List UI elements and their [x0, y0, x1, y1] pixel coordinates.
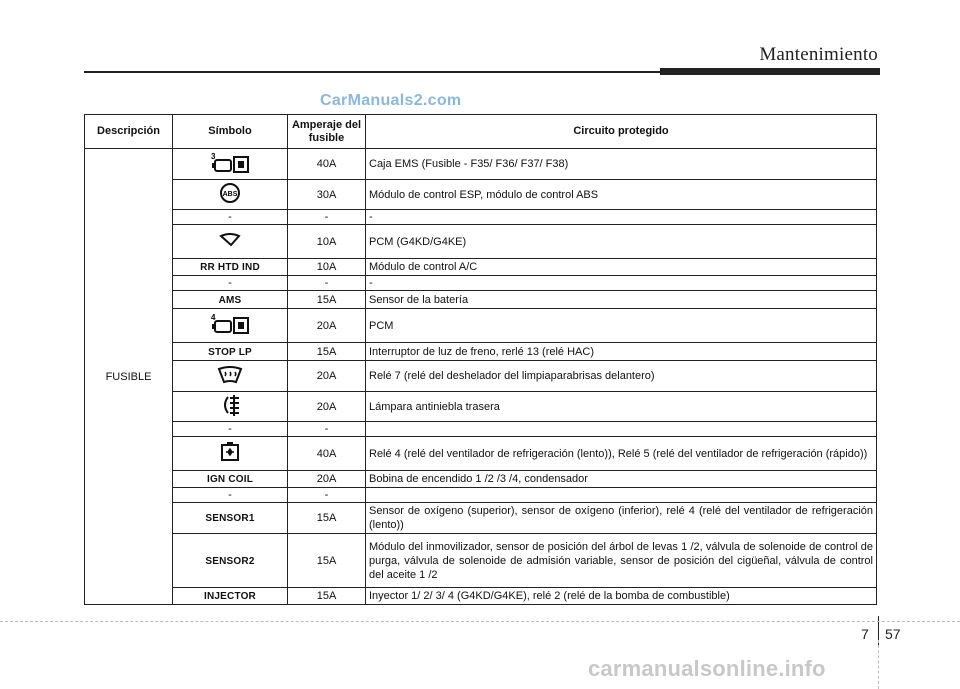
table-row — [85, 471, 877, 488]
symbol-label: INJECTOR — [204, 591, 256, 602]
cooling-fan-icon — [219, 441, 241, 466]
circuit-cell: Relé 4 (relé del ventilador de refrigeración (lento)), Relé 5 (relé del ventilador de refrigeración (rápido)) — [366, 437, 877, 471]
symbol-cell — [173, 343, 288, 361]
circuit-cell: Módulo de control A/C — [366, 259, 877, 276]
symbol-cell — [173, 392, 288, 422]
footer-crop-line — [878, 640, 879, 689]
symbol-cell — [173, 422, 288, 437]
wiper-icon — [218, 231, 242, 252]
svg-text:4: 4 — [211, 313, 216, 322]
amperage-cell: 20A — [288, 361, 366, 392]
circuit-cell — [366, 488, 877, 503]
amperage-cell: 10A — [288, 259, 366, 276]
amperage-cell: 20A — [288, 471, 366, 488]
amperage-cell: - — [288, 210, 366, 225]
amperage-cell: - — [288, 488, 366, 503]
table-body — [85, 149, 877, 605]
symbol-label: RR HTD IND — [200, 262, 260, 273]
symbol-cell — [173, 361, 288, 392]
engine-3-icon — [207, 150, 253, 179]
symbol-cell — [173, 149, 288, 180]
table-row — [85, 503, 877, 534]
symbol-cell — [173, 210, 288, 225]
symbol-cell — [173, 437, 288, 471]
table-row — [85, 437, 877, 471]
table-row — [85, 534, 877, 588]
fuse-table — [84, 114, 877, 605]
svg-text:ABS: ABS — [222, 191, 238, 198]
symbol-cell — [173, 309, 288, 343]
circuit-cell: Interruptor de luz de freno, rerlé 13 (relé HAC) — [366, 343, 877, 361]
table-row — [85, 225, 877, 259]
circuit-cell: Bobina de encendido 1 /2 /3 /4, condensador — [366, 471, 877, 488]
table-row — [85, 180, 877, 210]
symbol-label: - — [228, 489, 232, 501]
symbol-cell — [173, 588, 288, 605]
symbol-cell — [173, 276, 288, 291]
symbol-label: - — [228, 423, 232, 435]
circuit-cell — [366, 422, 877, 437]
col-header-symbol: Símbolo — [173, 115, 288, 149]
symbol-cell — [173, 488, 288, 503]
table-row — [85, 588, 877, 605]
header-bar — [660, 68, 880, 75]
circuit-cell: Lámpara antiniebla trasera — [366, 392, 877, 422]
footer-rule — [0, 621, 960, 623]
amperage-cell: 30A — [288, 180, 366, 210]
amperage-cell: 15A — [288, 588, 366, 605]
symbol-cell — [173, 291, 288, 309]
circuit-cell: PCM — [366, 309, 877, 343]
table-row — [85, 291, 877, 309]
table-row — [85, 488, 877, 503]
table-header-row — [85, 115, 877, 149]
front-defrost-icon — [217, 365, 243, 388]
amperage-cell: - — [288, 422, 366, 437]
table-row — [85, 149, 877, 180]
circuit-cell: PCM (G4KD/G4KE) — [366, 225, 877, 259]
engine-4-icon — [207, 311, 253, 340]
chapter-number: 7 — [861, 626, 869, 642]
amperage-cell: 20A — [288, 392, 366, 422]
symbol-label: AMS — [218, 294, 242, 306]
symbol-label: SENSOR2 — [205, 555, 255, 567]
svg-text:3: 3 — [211, 151, 216, 161]
amperage-cell: 15A — [288, 343, 366, 361]
watermark-bottom: carmanualsonline.info — [588, 656, 826, 681]
circuit-cell: - — [366, 276, 877, 291]
symbol-cell — [173, 534, 288, 588]
circuit-cell: Caja EMS (Fusible - F35/ F36/ F37/ F38) — [366, 149, 877, 180]
amperage-cell: 10A — [288, 225, 366, 259]
circuit-cell: Inyector 1/ 2/ 3/ 4 (G4KD/G4KE), relé 2 (relé de la bomba de combustible) — [366, 588, 877, 605]
symbol-cell — [173, 180, 288, 210]
amperage-cell: - — [288, 276, 366, 291]
col-header-amperage: Amperaje del fusible — [288, 115, 366, 149]
table-row — [85, 276, 877, 291]
circuit-cell: Sensor de la batería — [366, 291, 877, 309]
section-title: Mantenimiento — [759, 44, 878, 65]
amperage-cell: 20A — [288, 309, 366, 343]
circuit-cell: Relé 7 (relé del deshelador del limpiaparabrisas delantero) — [366, 361, 877, 392]
amperage-cell: 15A — [288, 291, 366, 309]
col-header-circuit: Circuito protegido — [366, 115, 877, 149]
symbol-label: STOP LP — [208, 346, 252, 358]
amperage-cell: 40A — [288, 149, 366, 180]
amperage-cell: 40A — [288, 437, 366, 471]
table-row — [85, 343, 877, 361]
symbol-cell — [173, 503, 288, 534]
col-header-description: Descripción — [85, 115, 173, 149]
table-row — [85, 392, 877, 422]
symbol-label: SENSOR1 — [205, 513, 255, 524]
symbol-label: - — [228, 277, 232, 289]
description-cell: FUSIBLE — [85, 149, 173, 605]
rear-fog-icon — [219, 394, 241, 419]
symbol-label: - — [228, 211, 232, 223]
symbol-label: IGN COIL — [206, 474, 254, 485]
circuit-cell: Sensor de oxígeno (superior), sensor de oxígeno (inferior), relé 4 (relé del ventilador de refrigeración (lento)) — [366, 503, 877, 534]
table-row — [85, 309, 877, 343]
abs-icon — [218, 182, 242, 207]
table-row — [85, 210, 877, 225]
circuit-cell: Módulo del inmovilizador, sensor de posición del árbol de levas 1 /2, válvula de solenoide de control de purga, válvula de solenoide de admisión variable, sensor de posición del cigüeñal, válvula de control del aceite 1 /2 — [366, 534, 877, 588]
symbol-cell — [173, 259, 288, 276]
symbol-cell — [173, 225, 288, 259]
circuit-cell: - — [366, 210, 877, 225]
amperage-cell: 15A — [288, 534, 366, 588]
table-row — [85, 422, 877, 437]
table-row — [85, 361, 877, 392]
symbol-cell — [173, 471, 288, 488]
table-row — [85, 259, 877, 276]
watermark-top: CarManuals2.com — [320, 92, 462, 109]
circuit-cell: Módulo de control ESP, módulo de control ABS — [366, 180, 877, 210]
page-number: 57 — [885, 626, 901, 642]
amperage-cell: 15A — [288, 503, 366, 534]
